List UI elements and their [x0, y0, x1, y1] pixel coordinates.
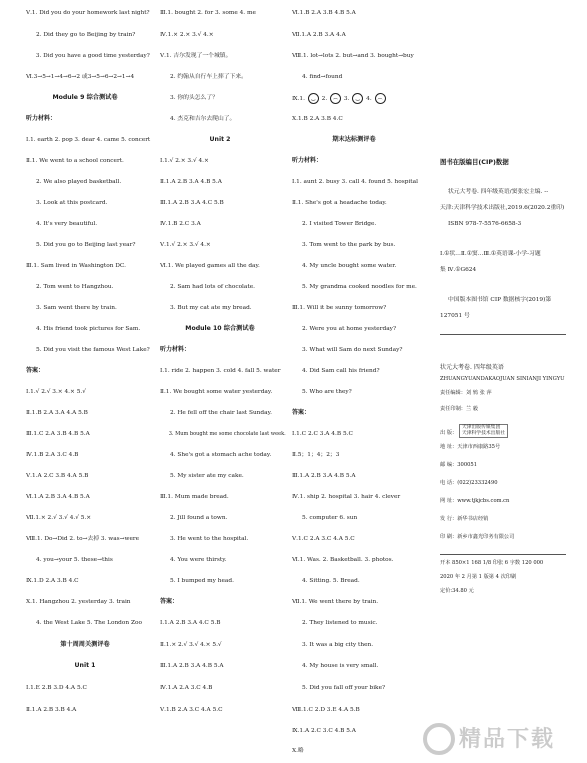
text-line: 2. They listened to music. [302, 620, 378, 626]
text-line: 4. you→your 5. these→this [36, 557, 113, 563]
text-line: Ⅶ.1.A 2.B 3.A 4.A [292, 32, 346, 38]
section-heading: 第十周周关测评卷 [60, 641, 110, 648]
cip-line: 中国版本图书馆 CIP 数据核字(2019)第 [448, 297, 552, 303]
text-line: 2. We also played basketball. [36, 179, 122, 185]
text-line: 3. 你的头怎么了？ [170, 95, 218, 101]
text-line: Ⅴ.1.B 2.A 3.C 4.A 5.C [160, 707, 223, 713]
text-line: 3. Look at this postcard. [36, 200, 108, 206]
answers-label: 答案： [160, 598, 179, 605]
text-line: 4. find→found [302, 74, 343, 80]
item-number: 2 [321, 96, 326, 102]
field-value: 新乡市鑫光印务有限公司 [457, 534, 515, 540]
address-row [440, 444, 500, 451]
text-line: 4. My house is very small. [302, 663, 379, 669]
text-line: Ⅰ.1. aunt 2. busy 3. call 4. found 5. hospital [292, 179, 418, 185]
printer-editor: 责任印制：兰 毅 [440, 406, 478, 412]
text-line: 2. Tom went to Hangzhou. [36, 284, 114, 290]
text-line: Ⅳ.1. ship 2. hospital 3. hair 4. clever [292, 494, 401, 500]
text-line: Ⅱ.5；1；4；2；3 [292, 452, 340, 458]
text-line: 4. She's got a stomach ache today. [170, 452, 272, 458]
frown-face-icon: ︵ [330, 93, 341, 104]
book-pinyin: ZHUANGYUANDAKAOJUAN SINIANJI YINGYU [440, 376, 565, 382]
text-line: Ⅷ.1. Do→Did 2. to→去掉 3. was→were [26, 536, 140, 542]
text-line: Ⅶ.1.× 2.√ 3.√ 4.√ 5.× [26, 515, 92, 521]
text-line: Ⅷ.1.C 2.D 3.E 4.A 5.B [292, 707, 360, 713]
divider [440, 334, 566, 335]
listening-label: 听力材料： [292, 157, 323, 164]
item-number: 3 [343, 96, 348, 102]
text-line: Ⅳ.1.B 2.C 3.A [160, 221, 201, 227]
printing-row [440, 534, 514, 541]
listening-label: 听力材料： [160, 346, 191, 353]
text-line: Ⅲ.1.A 2.B 3.A 4.C 5.B [160, 200, 224, 206]
text-line: Ⅲ.1.A 2.B 3.A 4.B 5.A [160, 663, 224, 669]
text-line: Ⅱ.1. She's got a headache today. [292, 200, 387, 206]
publisher-name: 天津科学技术出版社 [461, 431, 506, 436]
text-line: Ⅲ.1. bought 2. for 3. some 4. me [160, 10, 256, 16]
text-line: Ⅰ.1.√ 2.√ 3.× 4.× 5.√ [26, 389, 86, 395]
text-line: 4. Did Sam call his friend? [302, 368, 380, 374]
watermark-text: 精品下载 [459, 727, 556, 752]
field-label: 印 刷： [440, 534, 458, 540]
text-line: 3. Tom went to the park by bus. [302, 242, 396, 248]
text-line: 2. He fell off the chair last Sunday. [170, 410, 272, 416]
text-line: Ⅹ.略 [292, 748, 304, 754]
text-line: Ⅵ.1.A 2.B 3.A 4.B 5.A [26, 494, 90, 500]
item-number: 4 [366, 96, 370, 102]
text-line: 3. He went to the hospital. [170, 536, 249, 542]
text-line: 3. Sam went there by train. [36, 305, 117, 311]
cip-line: 天津:天津科学技术出版社,2019.6(2020.2重印) [440, 205, 565, 211]
field-label: 出 版： [440, 430, 458, 436]
text-line: 5. Did you fall off your bike? [302, 685, 386, 691]
text-line: Ⅵ.1. Was. 2. Basketball. 3. photos. [292, 557, 394, 563]
field-label: 电 话： [440, 480, 458, 486]
text-line: Ⅴ.1.√ 2.× 3.√ 4.× [160, 242, 211, 248]
edition: 2020 年 2 月第 1 版第 4 次印刷 [440, 574, 517, 580]
text-line: 2. 约翰从自行车上摔了下来。 [170, 74, 247, 80]
text-line: 4. It's very beautiful. [36, 221, 98, 227]
cip-line: 127051 号 [440, 313, 470, 319]
text-line: Ⅳ.1.B 2.A 3.C 4.B [26, 452, 79, 458]
cip-line: 状元大考卷. 四年级英语/窦张宏主编. -- [448, 189, 549, 195]
text-line: 3. What will Sam do next Sunday? [302, 347, 403, 353]
text-line: Ⅰ.1.C 2.C 3.A 4.B 5.C [292, 431, 353, 437]
publisher-row [440, 424, 508, 438]
section-heading: Module 9 综合测试卷 [52, 94, 118, 101]
text-line: Ⅱ.1.A 2.B 3.A 4.B 5.A [160, 179, 222, 185]
cip-title: 图书在版编目(CIP)数据 [440, 158, 509, 166]
text-line: Ⅴ.1.A 2.C 3.B 4.A 5.B [26, 473, 89, 479]
field-label: 邮 编： [440, 462, 458, 468]
text-line: Ⅴ.1.C 2.A 3.C 4.A 5.C [292, 536, 355, 542]
text-line: Ⅶ.1. We went there by train. [292, 599, 379, 605]
unit-heading: Unit 2 [209, 136, 231, 143]
text-line: 5. Did you go to Beijing last year? [36, 242, 136, 248]
text-line: 2. I visited Tower Bridge. [302, 221, 377, 227]
text-line: 4. My uncle bought some water. [302, 263, 397, 269]
text-line: Ⅳ.1.× 2.× 3.√ 4.× [160, 32, 214, 38]
phone-row [440, 480, 498, 487]
text-line: 5. Who are they? [302, 389, 352, 395]
text-line: Ⅰ.1. ride 2. happen 3. cold 4. fall 5. water [160, 368, 281, 374]
text-line: 4. Sitting. 5. Bread. [302, 578, 360, 584]
text-line: Ⅲ.1. Mum made bread. [160, 494, 229, 500]
section-heading: Module 10 综合测试卷 [185, 325, 255, 332]
text-line: 5. I bumped my head. [170, 578, 234, 584]
text-line: Ⅱ.1.× 2.√ 3.√ 4.× 5.√ [160, 642, 222, 648]
text-line: 4. His friend took pictures for Sam. [36, 326, 141, 332]
text-line: Ⅳ.1.A 2.A 3.C 4.B [160, 685, 213, 691]
price: 定价:34.80 元 [440, 588, 474, 594]
text-line: 2. Sam had lots of chocolate. [170, 284, 255, 290]
text-line: 4. You were thirsty. [170, 557, 227, 563]
text-line: Ⅱ.1.B 2.A 3.A 4.A 5.B [26, 410, 88, 416]
text-line: 4. 杰克和吉尔去爬山了。 [170, 116, 236, 122]
text-line: Ⅵ.1. We played games all the day. [160, 263, 260, 269]
text-line: 3. Mum bought me some chocolate last week. [168, 431, 286, 437]
publisher-name: 天津出版传媒集团 [461, 425, 501, 430]
specs: 开本 850×1 168 1/8 印张 6 字数 120 000 [440, 560, 544, 566]
text-line: 5. My grandma cooked noodles for me. [302, 284, 417, 290]
field-label: 地 址： [440, 444, 458, 450]
text-line: Ⅹ.1. Hangzhou 2. yesterday 3. train [26, 599, 131, 605]
answers-label: 答案： [26, 367, 45, 374]
book-title: 状元大考卷. 四年级英语 [440, 364, 504, 371]
smile-face-icon: ‿ [352, 93, 363, 104]
field-value: www.tjkjcbs.com.cn [457, 498, 510, 504]
watermark-icon [423, 723, 455, 755]
field-value: 天津市西康路35号 [457, 444, 501, 450]
postcode-row [440, 462, 477, 469]
text-line: Ⅲ.1.C 2.A 3.B 4.B 5.A [26, 431, 90, 437]
publisher-stamp [459, 424, 508, 438]
text-line: 2. Were you at home yesterday? [302, 326, 397, 332]
text-line: 3. It was a big city then. [302, 642, 374, 648]
text-line: 5. My sister ate my cake. [170, 473, 244, 479]
text-line: Ⅱ.1. We went to a school concert. [26, 158, 124, 164]
text-line: 3. Did you have a good time yesterday? [35, 53, 150, 59]
text-line: 5. computer 6. sun [302, 515, 358, 521]
text-line: Ⅴ.1. Did you do your homework last night? [26, 10, 150, 16]
text-line: Ⅸ.1. [292, 96, 305, 102]
text-line: Ⅰ.1.A 2.B 3.A 4.C 5.B [160, 620, 221, 626]
field-value: 新华书店经销 [457, 516, 489, 522]
text-line: 2. Jill found a town. [170, 515, 228, 521]
smile-face-icon: ‿ [308, 93, 319, 104]
text-line: Ⅷ.1. lot→lots 2. but→and 3. bought→buy [292, 53, 414, 59]
text-line: Ⅰ.1.E 2.B 3.D 4.A 5.C [26, 685, 87, 691]
website-row [440, 498, 509, 505]
faces-line: Ⅸ.1. ‿ 2. ︵ 3. ‿ 4. ︵ [292, 93, 387, 104]
text-line: 3. But my cat ate my bread. [170, 305, 252, 311]
field-label: 发 行： [440, 516, 458, 522]
text-line: Ⅲ.1. Will it be sunny tomorrow? [292, 305, 387, 311]
listening-label: 听力材料： [26, 115, 57, 122]
watermark-logo [423, 721, 573, 751]
text-line: Ⅹ.1.B 2.A 3.B 4.C [292, 116, 343, 122]
cip-line: Ⅰ.①状…Ⅱ.①窦…Ⅲ.①英语课-小学-习题 [440, 251, 541, 257]
text-line: 2. Did they go to Beijing by train? [36, 32, 136, 38]
cip-line: 集 Ⅳ.①G624 [440, 267, 477, 273]
divider [440, 554, 566, 555]
text-line: Ⅵ.3→5→1→4→6→2 或3→5→6→2→1→4 [26, 74, 135, 80]
text-line: 5. Did you visit the famous West Lake? [36, 347, 150, 353]
text-line: Ⅰ.1.√ 2.× 3.√ 4.× [160, 158, 209, 164]
text-line: Ⅵ.1.B 2.A 3.B 4.B 5.A [292, 10, 356, 16]
editors: 责任编辑：刘 鸫 张 萍 [440, 390, 492, 396]
text-line: Ⅲ.1.A 2.B 3.A 4.B 5.A [292, 473, 356, 479]
field-label: 网 址： [440, 498, 458, 504]
text-line: 4. the West Lake 5. The London Zoo [36, 620, 142, 626]
frown-face-icon: ︵ [375, 93, 386, 104]
text-line: Ⅸ.1.D 2.A 3.B 4.C [26, 578, 79, 584]
field-value: (022)23332490 [457, 480, 498, 486]
section-heading: 期末达标测评卷 [332, 136, 376, 143]
text-line: Ⅰ.1. earth 2. pop 3. dear 4. came 5. concert [26, 137, 151, 143]
cip-line: ISBN 978-7-5576-6658-3 [448, 221, 522, 227]
distribution-row [440, 516, 488, 523]
answers-label: 答案： [292, 409, 311, 416]
text-line: Ⅱ.1.A 2.B 3.B 4.A [26, 707, 77, 713]
text-line: Ⅴ.1. 吉尔发现了一个城镇。 [160, 53, 232, 59]
text-line: Ⅸ.1.A 2.C 3.C 4.B 5.A [292, 728, 356, 734]
field-value: 300051 [457, 462, 478, 468]
text-line: Ⅲ.1. Sam lived in Washington DC. [26, 263, 127, 269]
unit-heading: Unit 1 [74, 662, 96, 669]
text-line: Ⅱ.1. We bought some water yesterday. [160, 389, 273, 395]
